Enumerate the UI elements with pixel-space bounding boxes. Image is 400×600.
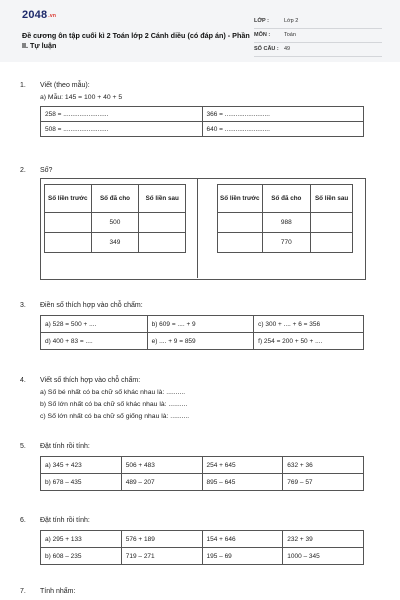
table-row — [41, 474, 364, 491]
meta-grade — [254, 15, 382, 29]
question-text: Đặt tính rồi tính: — [40, 517, 90, 524]
table-cell: 254 + 645 — [202, 457, 283, 474]
table-cell: 258 = ......................... — [41, 107, 203, 122]
table-row — [218, 213, 353, 233]
table-header-row — [218, 185, 353, 213]
q2-divider — [197, 178, 198, 278]
question-number: 4. — [20, 377, 26, 384]
question-text: Số? — [40, 167, 53, 174]
table-cell[interactable] — [139, 213, 186, 233]
table-cell[interactable] — [139, 233, 186, 253]
meta-subject-key: MÔN : — [254, 32, 271, 38]
table-cell: 576 + 189 — [121, 531, 202, 548]
q3-table — [40, 315, 364, 350]
table-cell[interactable] — [311, 213, 353, 233]
q2-table-left — [44, 184, 186, 253]
logo-sub: .vn — [48, 13, 57, 19]
table-row — [41, 316, 364, 333]
table-row — [41, 531, 364, 548]
table-cell: 349 — [91, 233, 139, 253]
q1-table — [40, 106, 364, 137]
table-cell[interactable] — [311, 233, 353, 253]
table-cell: 154 + 646 — [202, 531, 283, 548]
table-cell[interactable] — [218, 233, 263, 253]
table-cell: 195 – 69 — [202, 548, 283, 565]
question-number: 6. — [20, 517, 26, 524]
table-cell[interactable] — [218, 213, 263, 233]
meta-grade-value: Lớp 2 — [284, 18, 299, 24]
logo-main: 2048 — [22, 9, 48, 21]
table-cell: 632 + 36 — [283, 457, 364, 474]
table-cell: 500 — [91, 213, 139, 233]
page-header — [0, 0, 400, 62]
table-row — [41, 122, 364, 137]
table-cell: a) 295 + 133 — [41, 531, 122, 548]
table-cell: e) .... + 9 = 859 — [147, 333, 254, 350]
table-cell: 508 = ......................... — [41, 122, 203, 137]
col-header-given: Số đã cho — [262, 185, 311, 213]
meta-subject — [254, 29, 382, 43]
meta-count — [254, 43, 382, 57]
meta-count-value: 49 — [284, 46, 291, 52]
site-logo[interactable] — [22, 9, 56, 21]
question-number: 7. — [20, 588, 26, 595]
meta-grade-key: LỚP : — [254, 18, 269, 24]
table-cell: a) 528 = 500 + .... — [41, 316, 148, 333]
table-row — [45, 213, 186, 233]
question-text: Viết số thích hợp vào chỗ chấm: — [40, 377, 141, 384]
table-row — [45, 233, 186, 253]
table-cell: 1000 – 345 — [283, 548, 364, 565]
table-cell: 489 – 207 — [121, 474, 202, 491]
table-cell: c) 300 + .... + 6 = 356 — [254, 316, 364, 333]
q1-example: a) Mẫu: 145 = 100 + 40 + 5 — [40, 94, 123, 101]
q4-line-c: c) Số lớn nhất có ba chữ số giống nhau là: .......... — [40, 413, 190, 420]
table-row — [41, 333, 364, 350]
table-header-row — [45, 185, 186, 213]
question-text: Viết (theo mẫu): — [40, 82, 90, 89]
table-cell: 769 – 57 — [283, 474, 364, 491]
meta-subject-value: Toán — [284, 32, 296, 38]
table-cell: 232 + 39 — [283, 531, 364, 548]
table-cell: b) 678 – 435 — [41, 474, 122, 491]
question-text: Điền số thích hợp vào chỗ chấm: — [40, 302, 143, 309]
col-header-previous: Số liền trước — [218, 185, 263, 213]
table-cell[interactable] — [45, 213, 92, 233]
table-cell: 506 + 483 — [121, 457, 202, 474]
table-cell: 895 – 645 — [202, 474, 283, 491]
table-cell: d) 400 + 83 = .... — [41, 333, 148, 350]
table-row — [41, 107, 364, 122]
table-row — [41, 548, 364, 565]
col-header-given: Số đã cho — [91, 185, 139, 213]
q4-line-b: b) Số lớn nhất có ba chữ số khác nhau là: .......... — [40, 401, 188, 408]
q4-line-a: a) Số bé nhất có ba chữ số khác nhau là: .......... — [40, 389, 186, 396]
question-number: 1. — [20, 82, 26, 89]
table-row — [41, 457, 364, 474]
col-header-previous: Số liền trước — [45, 185, 92, 213]
table-cell[interactable] — [45, 233, 92, 253]
table-cell: a) 345 + 423 — [41, 457, 122, 474]
col-header-next: Số liền sau — [311, 185, 353, 213]
question-text: Đặt tính rồi tính: — [40, 443, 90, 450]
meta-count-key: SỐ CÂU : — [254, 46, 279, 52]
table-cell: 719 – 271 — [121, 548, 202, 565]
question-text: Tính nhẩm: — [40, 588, 76, 595]
table-cell: 366 = ......................... — [202, 107, 364, 122]
q2-table-right — [217, 184, 353, 253]
table-cell: f) 254 = 200 + 50 + .... — [254, 333, 364, 350]
table-cell: 640 = ......................... — [202, 122, 364, 137]
table-cell: b) 609 = .... + 9 — [147, 316, 254, 333]
q5-table — [40, 456, 364, 491]
table-cell: 988 — [262, 213, 311, 233]
table-cell: b) 608 – 235 — [41, 548, 122, 565]
col-header-next: Số liền sau — [139, 185, 186, 213]
table-row — [218, 233, 353, 253]
question-number: 3. — [20, 302, 26, 309]
question-number: 5. — [20, 443, 26, 450]
q6-table — [40, 530, 364, 565]
document-title: Đề cương ôn tập cuối kì 2 Toán lớp 2 Cánh diều (có đáp án) - Phần II. Tự luận — [22, 31, 250, 50]
question-number: 2. — [20, 167, 26, 174]
table-cell: 770 — [262, 233, 311, 253]
